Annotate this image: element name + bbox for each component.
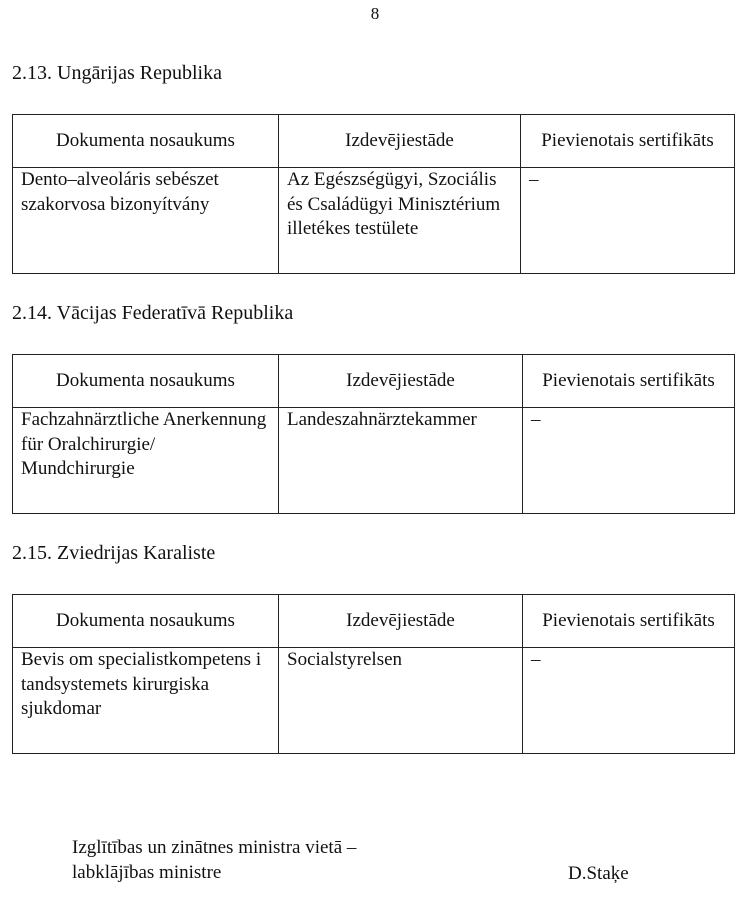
section-title-2-13: 2.13. Ungārijas Republika	[12, 62, 222, 84]
header-issuer: Izdevējiestāde	[279, 115, 521, 168]
header-issuer: Izdevējiestāde	[279, 595, 523, 648]
certificate-cell: –	[521, 168, 735, 274]
header-certificate: Pievienotais sertifikāts	[523, 355, 735, 408]
certificate-cell: –	[523, 408, 735, 514]
section-title-2-14: 2.14. Vācijas Federatīvā Republika	[12, 302, 294, 324]
issuer-cell: Landeszahnärztekammer	[279, 408, 523, 514]
table-header-row	[13, 355, 735, 408]
table-2-15	[12, 594, 735, 754]
header-document-name: Dokumenta nosaukums	[13, 115, 279, 168]
header-certificate: Pievienotais sertifikāts	[523, 595, 735, 648]
table-row	[13, 408, 735, 514]
issuer-cell: Az Egészségügyi, Szociális és Családügyi Minisztérium illetékes testülete	[279, 168, 521, 274]
table-row	[13, 168, 735, 274]
page-number: 8	[370, 4, 380, 23]
signatory-title: Izglītības un zinātnes ministra vietā – labklājības ministre	[72, 837, 357, 883]
section-title-2-15: 2.15. Zviedrijas Karaliste	[12, 542, 216, 564]
header-document-name: Dokumenta nosaukums	[13, 355, 279, 408]
document-name-cell: Bevis om specialistkompetens i tandsystemets kirurgiska sjukdomar	[13, 648, 279, 754]
signatory-name: D.Staķe	[568, 863, 629, 884]
table-2-14	[12, 354, 735, 514]
header-document-name: Dokumenta nosaukums	[13, 595, 279, 648]
table-row	[13, 648, 735, 754]
table-header-row	[13, 115, 735, 168]
header-issuer: Izdevējiestāde	[279, 355, 523, 408]
document-name-cell: Fachzahnärztliche Anerkennung für Oralchirurgie/ Mundchirurgie	[13, 408, 279, 514]
table-header-row	[13, 595, 735, 648]
document-name-cell: Dento–alveoláris sebészet szakorvosa bizonyítvány	[13, 168, 279, 274]
header-certificate: Pievienotais sertifikāts	[521, 115, 735, 168]
table-2-13	[12, 114, 735, 274]
certificate-cell: –	[523, 648, 735, 754]
issuer-cell: Socialstyrelsen	[279, 648, 523, 754]
